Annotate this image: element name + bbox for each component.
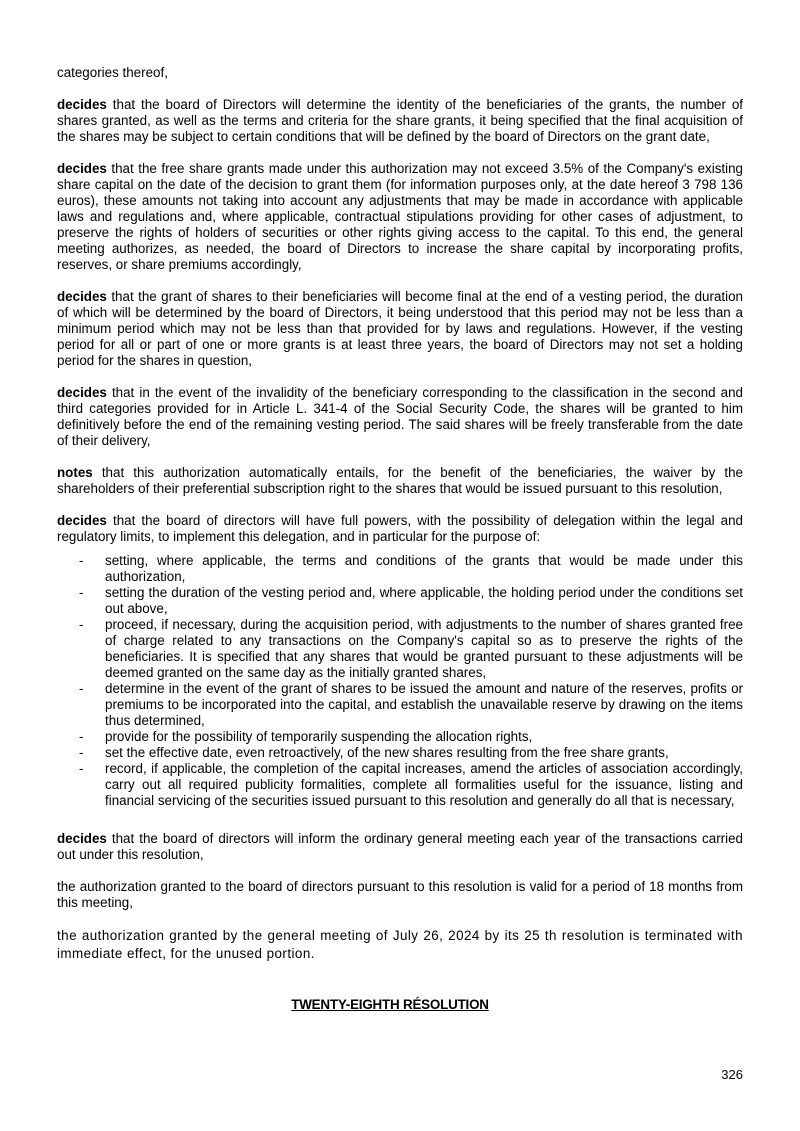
- lead-word: notes: [57, 465, 93, 480]
- paragraph-beneficiaries: [57, 97, 743, 145]
- paragraph-inform-meeting: [57, 831, 743, 863]
- paragraph-text: that the board of directors will inform the ordinary general meeting each year of the transactions carried out under this resolution,: [57, 831, 743, 862]
- lead-word: decides: [57, 97, 107, 112]
- dash-bullet: -: [79, 585, 84, 600]
- paragraph-invalidity: [57, 385, 743, 449]
- list-item: [57, 761, 743, 809]
- lead-word: decides: [57, 289, 107, 304]
- list-item: [57, 617, 743, 681]
- paragraph-text: that the board of Directors will determine the identity of the beneficiaries of the grants, the number of shares granted, as well as the terms and criteria for the share grants, it being specified that the final acquisition of the shares may be subject to certain conditions that will be defined by the board of Directors on the grant date,: [57, 97, 743, 144]
- page-number: 326: [721, 1067, 743, 1082]
- list-item: [57, 681, 743, 729]
- paragraph-share-limit: [57, 161, 743, 273]
- paragraph-vesting: [57, 289, 743, 369]
- lead-word: decides: [57, 161, 107, 176]
- dash-bullet: -: [79, 553, 84, 568]
- dash-bullet: -: [79, 681, 84, 696]
- list-item-text: set the effective date, even retroactively, of the new shares resulting from the free share grants,: [105, 745, 669, 760]
- paragraph-text: that the board of directors will have full powers, with the possibility of delegation within the legal and regulatory limits, to implement this delegation, and in particular for the purpose of:: [57, 513, 743, 544]
- lead-word: decides: [57, 513, 107, 528]
- lead-word: decides: [57, 385, 107, 400]
- resolution-heading: TWENTY-EIGHTH RÉSOLUTION: [291, 997, 489, 1012]
- paragraph-waiver: [57, 465, 743, 497]
- list-item: [57, 745, 743, 761]
- list-item-text: setting, where applicable, the terms and conditions of the grants that would be made under this authorization,: [105, 553, 743, 584]
- list-item: [57, 729, 743, 745]
- list-item: [57, 553, 743, 585]
- paragraph-text: that this authorization automatically entails, for the benefit of the beneficiaries, the waiver by the shareholders of their preferential subscription right to the shares that would be issued pursuant to this resolution,: [57, 465, 743, 496]
- list-item-text: setting the duration of the vesting period and, where applicable, the holding period under the conditions set out above,: [105, 585, 743, 616]
- list-item: [57, 585, 743, 617]
- intro-text: categories thereof,: [57, 65, 168, 80]
- dash-bullet: -: [79, 745, 84, 760]
- list-item-text: proceed, if necessary, during the acquisition period, with adjustments to the number of shares granted free of charge related to any transactions on the Company's capital so as to preserve the rights of the beneficiaries. It is specified that any shares that would be granted pursuant to these adjustments will be deemed granted on the same day as the initially granted shares,: [105, 617, 743, 680]
- powers-list: [57, 553, 743, 809]
- paragraph-full-powers: [57, 513, 743, 545]
- list-item-text: provide for the possibility of temporarily suspending the allocation rights,: [105, 729, 533, 744]
- dash-bullet: -: [79, 729, 84, 744]
- document-body: [57, 65, 743, 1013]
- dash-bullet: -: [79, 761, 84, 776]
- paragraph-termination: the authorization granted by the general meeting of July 26, 2024 by its 25 th resolution is terminated with immediate effect, for the unused portion.: [57, 928, 743, 961]
- list-item-text: determine in the event of the grant of shares to be issued the amount and nature of the reserves, profits or premiums to be incorporated into the capital, and establish the unavailable reserve by drawing on the items thus determined,: [105, 681, 743, 728]
- paragraph-text: that the grant of shares to their beneficiaries will become final at the end of a vesting period, the duration of which will be determined by the board of Directors, it being understood that this period may not be less than a minimum period which may not be less than that provided for by laws and regulations. However, if the vesting period for all or part of one or more grants is at least three years, the board of Directors may not set a holding period for the shares in question,: [57, 289, 743, 368]
- dash-bullet: -: [79, 617, 84, 632]
- paragraph-text: that in the event of the invalidity of the beneficiary corresponding to the classification in the second and third categories provided for in Article L. 341-4 of the Social Security Code, the shares will be granted to him definitively before the end of the remaining vesting period. The said shares will be freely transferable from the date of their delivery,: [57, 385, 743, 448]
- paragraph-text: that the free share grants made under this authorization may not exceed 3.5% of the Company's existing share capital on the date of the decision to grant them (for information purposes only, at the date hereof 3 798 136 euros), these amounts not taking into account any adjustments that may be made in accordance with applicable laws and regulations and, where applicable, contractual stipulations providing for other cases of adjustment, to preserve the rights of holders of securities or other rights giving access to the capital. To this end, the general meeting authorizes, as needed, the board of Directors to increase the share capital by incorporating profits, reserves, or share premiums accordingly,: [57, 161, 743, 272]
- list-item-text: record, if applicable, the completion of the capital increases, amend the articles of association accordingly, carry out all required publicity formalities, complete all formalities useful for the issuance, listing and financial servicing of the securities issued pursuant to this resolution and generally do all that is necessary,: [105, 761, 743, 808]
- paragraph-validity: the authorization granted to the board of directors pursuant to this resolution is valid for a period of 18 months from this meeting,: [57, 879, 743, 910]
- lead-word: decides: [57, 831, 107, 846]
